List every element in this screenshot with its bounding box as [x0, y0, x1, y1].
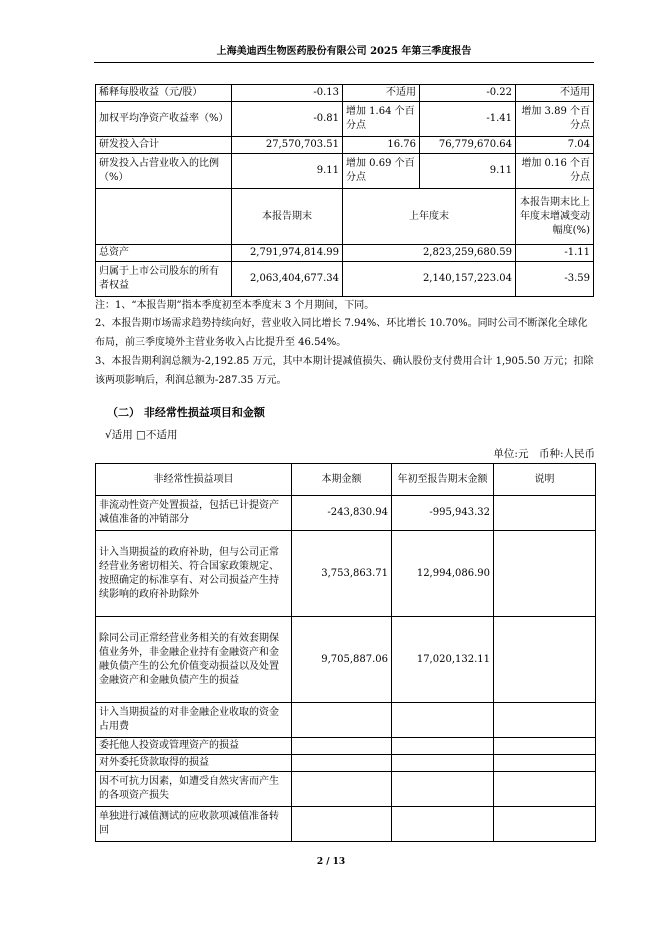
table-cell: 不适用	[516, 85, 594, 102]
table-cell: 9.11	[232, 154, 343, 189]
table-cell	[292, 772, 392, 807]
table-cell: 17,020,132.11	[392, 617, 494, 703]
row-label: 归属于上市公司股东的所有者权益	[96, 262, 232, 297]
column-header: 非经常性损益项目	[96, 464, 292, 496]
row-label: 非流动性资产处置损益，包括已计提资产减值准备的冲销部分	[96, 496, 292, 531]
table-cell: -1.41	[420, 102, 516, 137]
table-cell: 76,779,670.64	[420, 137, 516, 154]
table-cell: -0.22	[420, 85, 516, 102]
table-cell: 2,140,157,223.04	[343, 262, 516, 297]
table-cell: 9,705,887.06	[292, 617, 392, 703]
table-cell	[494, 496, 596, 531]
table-cell: 2,063,404,677.34	[232, 262, 343, 297]
table-row	[96, 245, 594, 262]
table-cell: -243,830.94	[292, 496, 392, 531]
table-header-row	[96, 464, 596, 496]
note-3: 3、本报告期利润总额为-2,192.85 万元，其中本期计提减值损失、确认股份支付费用合计 1,905.50 万元；扣除该两项影响后，利润总额为-287.35 万元。	[95, 356, 594, 386]
table-cell: -3.59	[516, 262, 594, 297]
page-number: 2 / 13	[316, 857, 346, 867]
table-cell	[494, 531, 596, 617]
column-header: 本期金额	[292, 464, 392, 496]
table-cell	[96, 189, 232, 245]
row-label: 计入当期损益的政府补助，但与公司正常经营业务密切相关、符合国家政策规定、按照确定的标准享有、对公司损益产生持续影响的政府补助除外	[96, 531, 292, 617]
table-cell	[292, 807, 392, 842]
table-cell: 2,823,259,680.59	[343, 245, 516, 262]
table-row	[96, 496, 596, 531]
row-label: 对外委托贷款取得的损益	[96, 755, 292, 772]
column-header: 本报告期末	[232, 189, 343, 245]
table-cell: -995,943.32	[392, 496, 494, 531]
non-recurring-items-table	[95, 463, 596, 842]
table-row	[96, 703, 596, 738]
table-cell: 27,570,703.51	[232, 137, 343, 154]
row-label: 研发投入占营业收入的比例（%）	[96, 154, 232, 189]
table-row	[96, 617, 596, 703]
column-header: 上年度末	[343, 189, 516, 245]
column-header: 本报告期末比上年度末增减变动幅度(%)	[516, 189, 594, 245]
table-cell	[494, 772, 596, 807]
row-label: 稀释每股收益（元/股）	[96, 85, 232, 102]
table-cell	[292, 703, 392, 738]
table-cell	[392, 738, 494, 755]
row-label: 计入当期损益的对非金融企业收取的资金占用费	[96, 703, 292, 738]
table-cell	[392, 703, 494, 738]
table-cell: 7.04	[516, 137, 594, 154]
column-header: 说明	[494, 464, 596, 496]
table-row	[96, 154, 594, 189]
table-cell	[392, 755, 494, 772]
column-header: 年初至报告期末金额	[392, 464, 494, 496]
table-cell: 不适用	[343, 85, 420, 102]
table-cell	[392, 772, 494, 807]
table-cell: 增加 0.16 个百分点	[516, 154, 594, 189]
table-cell: -1.11	[516, 245, 594, 262]
table-cell: 增加 0.69 个百分点	[343, 154, 420, 189]
table-row	[96, 262, 594, 297]
table-cell	[494, 807, 596, 842]
row-label: 除同公司正常经营业务相关的有效套期保值业务外，非金融企业持有金融资产和金融负债产生的公允价值变动损益以及处置金融资产和金融负债产生的损益	[96, 617, 292, 703]
table-row	[96, 137, 594, 154]
table-row	[96, 738, 596, 755]
table-cell: 增加 1.64 个百分点	[343, 102, 420, 137]
financial-indicators-table	[95, 84, 594, 297]
table-row	[96, 102, 594, 137]
table-row	[96, 531, 596, 617]
table-cell: 12,994,086.90	[392, 531, 494, 617]
note-1: 注：1、“本报告期”指本季度初至本季度末 3 个月期间，下同。	[95, 300, 375, 311]
row-label: 加权平均净资产收益率（%）	[96, 102, 232, 137]
row-label: 研发投入合计	[96, 137, 232, 154]
applicability-checkbox: √适用 □不适用	[105, 429, 178, 441]
table-subheader-row	[96, 189, 594, 245]
section-title: （二） 非经常性损益项目和金额	[107, 406, 265, 419]
row-label: 单独进行减值测试的应收款项减值准备转回	[96, 807, 292, 842]
table-cell	[292, 738, 392, 755]
table-cell: 增加 3.89 个百分点	[516, 102, 594, 137]
table-cell	[494, 703, 596, 738]
table-cell: 9.11	[420, 154, 516, 189]
table-row	[96, 755, 596, 772]
table-cell: 3,753,863.71	[292, 531, 392, 617]
row-label: 总资产	[96, 245, 232, 262]
table-cell: -0.81	[232, 102, 343, 137]
table-row	[96, 772, 596, 807]
header-divider	[94, 62, 594, 63]
row-label: 委托他人投资或管理资产的损益	[96, 738, 292, 755]
row-label: 因不可抗力因素，如遭受自然灾害而产生的各项资产损失	[96, 772, 292, 807]
table-cell	[494, 617, 596, 703]
table-cell	[494, 755, 596, 772]
table-row	[96, 807, 596, 842]
currency-unit: 单位:元 币种:人民币	[493, 448, 595, 460]
table-cell: 2,791,974,814.99	[232, 245, 343, 262]
report-header: 上海美迪西生物医药股份有限公司 2025 年第三季度报告	[216, 46, 472, 57]
table-cell	[292, 755, 392, 772]
table-cell	[392, 807, 494, 842]
table-cell: -0.13	[232, 85, 343, 102]
table-row	[96, 85, 594, 102]
table-cell	[494, 738, 596, 755]
note-2: 2、本报告期市场需求趋势持续向好，营业收入同比增长 7.94%、环比增长 10.70%。同时公司不断深化全球化布局，前三季度境外主营业务收入占比提升至 46.54%。	[95, 318, 588, 348]
table-cell: 16.76	[343, 137, 420, 154]
